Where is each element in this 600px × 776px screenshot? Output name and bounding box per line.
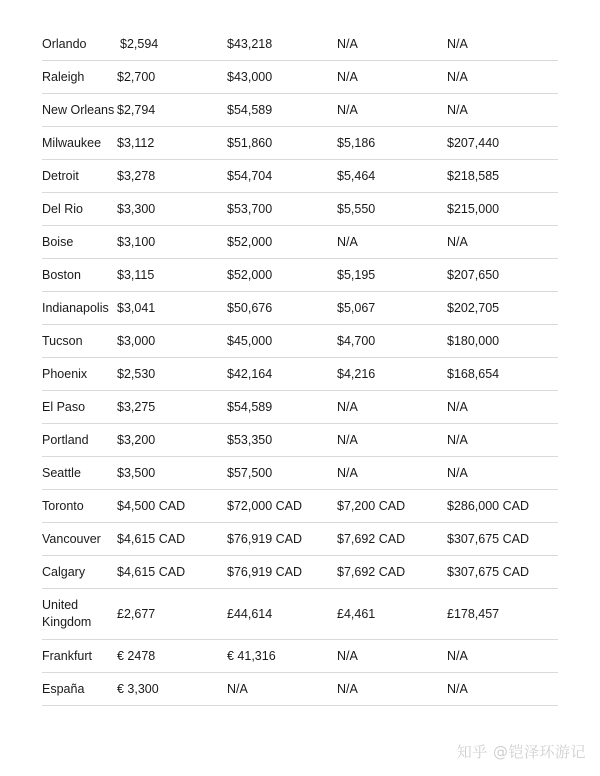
city-cell: Toronto <box>42 490 117 523</box>
table-row <box>42 490 558 523</box>
monthly-cost-cell: $2,794 <box>117 94 227 127</box>
city-cell: Calgary <box>42 556 117 589</box>
col3-cell: $5,195 <box>337 259 447 292</box>
city-cell: Vancouver <box>42 523 117 556</box>
col3-cell: $7,200 CAD <box>337 490 447 523</box>
city-cell: Orlando <box>42 28 117 61</box>
monthly-cost-cell: $2,594 <box>117 28 227 61</box>
table-row <box>42 94 558 127</box>
col4-cell: $307,675 CAD <box>447 523 558 556</box>
col3-cell: N/A <box>337 424 447 457</box>
col4-cell: $168,654 <box>447 358 558 391</box>
col3-cell: $4,700 <box>337 325 447 358</box>
monthly-cost-cell: € 3,300 <box>117 673 227 706</box>
monthly-cost-cell: $4,500 CAD <box>117 490 227 523</box>
city-cell: Boston <box>42 259 117 292</box>
col3-cell: N/A <box>337 226 447 259</box>
annual-cost-cell: $76,919 CAD <box>227 523 337 556</box>
city-cell: New Orleans <box>42 94 117 127</box>
salary-table <box>42 28 558 706</box>
annual-cost-cell: $76,919 CAD <box>227 556 337 589</box>
city-cell: United Kingdom <box>42 589 117 640</box>
salary-table-container <box>42 28 558 706</box>
col3-cell: $5,186 <box>337 127 447 160</box>
annual-cost-cell: $52,000 <box>227 259 337 292</box>
col4-cell: N/A <box>447 424 558 457</box>
table-row <box>42 640 558 673</box>
col3-cell: N/A <box>337 457 447 490</box>
col4-cell: $207,650 <box>447 259 558 292</box>
city-cell: El Paso <box>42 391 117 424</box>
table-row <box>42 127 558 160</box>
table-row <box>42 556 558 589</box>
monthly-cost-cell: $3,000 <box>117 325 227 358</box>
annual-cost-cell: $45,000 <box>227 325 337 358</box>
table-row <box>42 28 558 61</box>
zhihu-watermark: 知乎 @铠泽环游记 <box>456 743 586 761</box>
col3-cell: N/A <box>337 673 447 706</box>
annual-cost-cell: N/A <box>227 673 337 706</box>
col4-cell: $202,705 <box>447 292 558 325</box>
annual-cost-cell: $43,000 <box>227 61 337 94</box>
city-cell: Indianapolis <box>42 292 117 325</box>
monthly-cost-cell: $3,200 <box>117 424 227 457</box>
city-cell: Phoenix <box>42 358 117 391</box>
monthly-cost-cell: $4,615 CAD <box>117 523 227 556</box>
table-body <box>42 28 558 706</box>
table-row <box>42 391 558 424</box>
monthly-cost-cell: $3,100 <box>117 226 227 259</box>
col4-cell: $218,585 <box>447 160 558 193</box>
table-row <box>42 292 558 325</box>
col3-cell: $5,464 <box>337 160 447 193</box>
annual-cost-cell: € 41,316 <box>227 640 337 673</box>
col3-cell: $5,550 <box>337 193 447 226</box>
city-cell: Del Rio <box>42 193 117 226</box>
monthly-cost-cell: $3,112 <box>117 127 227 160</box>
annual-cost-cell: $72,000 CAD <box>227 490 337 523</box>
col4-cell: $207,440 <box>447 127 558 160</box>
table-row <box>42 325 558 358</box>
col4-cell: N/A <box>447 61 558 94</box>
monthly-cost-cell: $2,700 <box>117 61 227 94</box>
col4-cell: N/A <box>447 94 558 127</box>
monthly-cost-cell: $3,115 <box>117 259 227 292</box>
city-cell: Tucson <box>42 325 117 358</box>
table-row <box>42 226 558 259</box>
col3-cell: N/A <box>337 28 447 61</box>
table-row <box>42 424 558 457</box>
col3-cell: $7,692 CAD <box>337 556 447 589</box>
annual-cost-cell: $42,164 <box>227 358 337 391</box>
col3-cell: £4,461 <box>337 589 447 640</box>
col3-cell: N/A <box>337 640 447 673</box>
city-cell: Raleigh <box>42 61 117 94</box>
col3-cell: $5,067 <box>337 292 447 325</box>
monthly-cost-cell: £2,677 <box>117 589 227 640</box>
monthly-cost-cell: $2,530 <box>117 358 227 391</box>
annual-cost-cell: $57,500 <box>227 457 337 490</box>
monthly-cost-cell: $3,278 <box>117 160 227 193</box>
col4-cell: N/A <box>447 457 558 490</box>
annual-cost-cell: $50,676 <box>227 292 337 325</box>
annual-cost-cell: $53,350 <box>227 424 337 457</box>
col4-cell: N/A <box>447 640 558 673</box>
col4-cell: $180,000 <box>447 325 558 358</box>
city-cell: Milwaukee <box>42 127 117 160</box>
col4-cell: $307,675 CAD <box>447 556 558 589</box>
monthly-cost-cell: € 2478 <box>117 640 227 673</box>
annual-cost-cell: $54,704 <box>227 160 337 193</box>
col3-cell: N/A <box>337 61 447 94</box>
col4-cell: $286,000 CAD <box>447 490 558 523</box>
monthly-cost-cell: $3,500 <box>117 457 227 490</box>
city-cell: Boise <box>42 226 117 259</box>
col3-cell: $7,692 CAD <box>337 523 447 556</box>
monthly-cost-cell: $3,275 <box>117 391 227 424</box>
city-cell: España <box>42 673 117 706</box>
col4-cell: £178,457 <box>447 589 558 640</box>
monthly-cost-cell: $3,041 <box>117 292 227 325</box>
col4-cell: N/A <box>447 673 558 706</box>
annual-cost-cell: $52,000 <box>227 226 337 259</box>
city-cell: Detroit <box>42 160 117 193</box>
annual-cost-cell: $53,700 <box>227 193 337 226</box>
monthly-cost-cell: $4,615 CAD <box>117 556 227 589</box>
annual-cost-cell: £44,614 <box>227 589 337 640</box>
table-row <box>42 160 558 193</box>
table-row <box>42 589 558 640</box>
city-cell: Frankfurt <box>42 640 117 673</box>
col3-cell: $4,216 <box>337 358 447 391</box>
col4-cell: N/A <box>447 226 558 259</box>
table-row <box>42 358 558 391</box>
table-row <box>42 523 558 556</box>
table-row <box>42 457 558 490</box>
col3-cell: N/A <box>337 391 447 424</box>
annual-cost-cell: $43,218 <box>227 28 337 61</box>
annual-cost-cell: $54,589 <box>227 391 337 424</box>
col4-cell: $215,000 <box>447 193 558 226</box>
table-row <box>42 193 558 226</box>
col4-cell: N/A <box>447 391 558 424</box>
city-cell: Portland <box>42 424 117 457</box>
table-row <box>42 259 558 292</box>
table-row <box>42 61 558 94</box>
monthly-cost-cell: $3,300 <box>117 193 227 226</box>
table-row <box>42 673 558 706</box>
annual-cost-cell: $51,860 <box>227 127 337 160</box>
col4-cell: N/A <box>447 28 558 61</box>
city-cell: Seattle <box>42 457 117 490</box>
annual-cost-cell: $54,589 <box>227 94 337 127</box>
col3-cell: N/A <box>337 94 447 127</box>
